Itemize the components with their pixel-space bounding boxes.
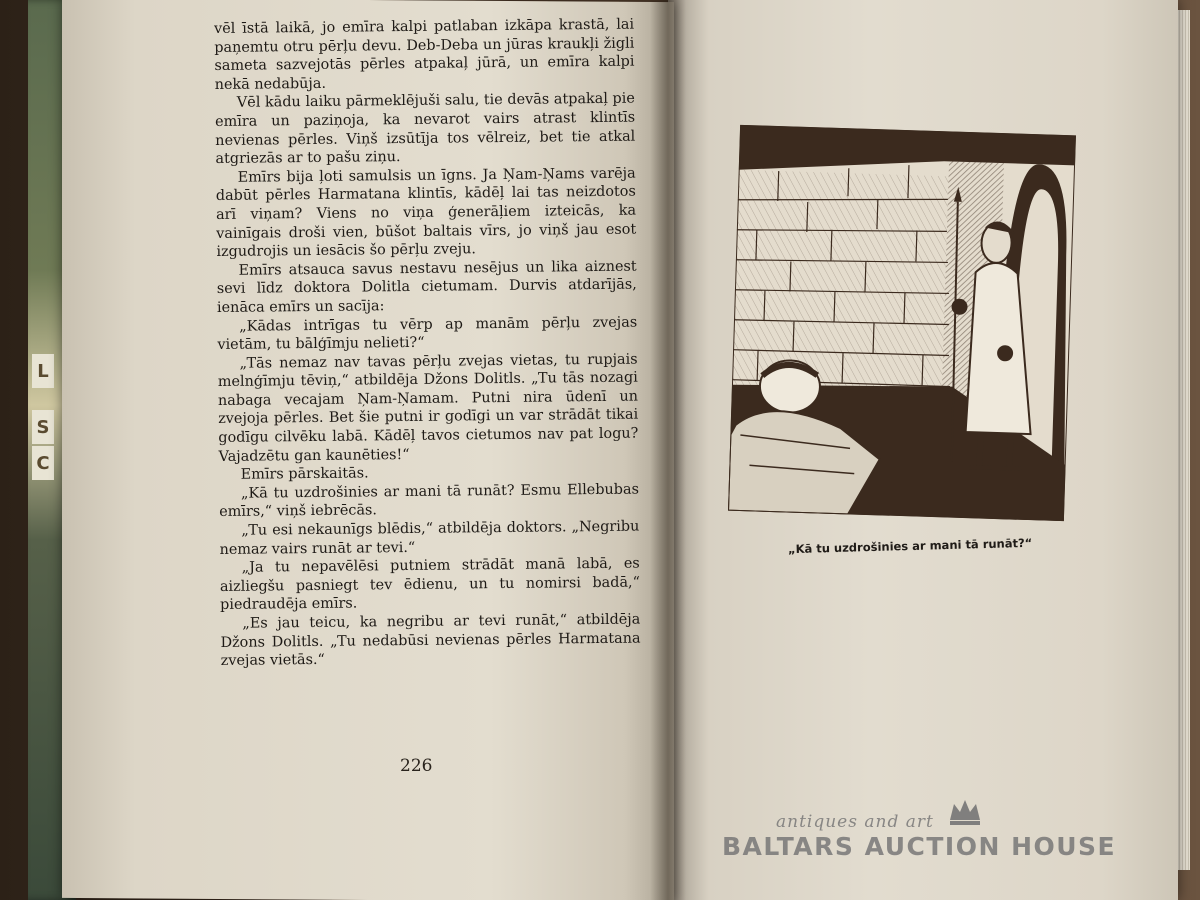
paragraph: „Es jau teicu, ka negribu ar tevi runāt,“ atbildēja Džons Dolitls. „Tu nedabūsi nevienas pērles Harmatana zvejas vietās.“ [220,611,641,670]
cover-letter-mark: S [32,410,54,444]
paragraph: „Kā tu uzdrošinies ar mani tā runāt? Esmu Ellebubas emīrs,“ viņš iebrēcās. [219,481,640,521]
paragraph: Emīrs atsauca savus nestavu nesējus un lika aiznest sevi līdz doktora Dolitla cietumam. Durvis atdarījās, ienāca emīrs un sacīja: [216,258,637,316]
illustration-caption: „Kā tu uzdrošinies ar mani tā runāt?“ [787,535,1033,557]
paragraph: Vēl kādu laiku pārmeklējuši salu, tie devās atpakaļ pie emīra un paziņoja, ka nevarot vairs atrast klintīs nevienas pērles. Viņš izsūtīja tos vēlreiz, bet tie atkal atgriezās ar to pašu ziņu. [214,90,636,168]
prison-cell-illustration [728,125,1076,521]
paragraph: „Kādas intrīgas tu vērp ap manām pērļu zvejas vietām, tu bālģīmju nelieti?“ [217,314,638,354]
crown-icon [948,798,982,826]
watermark-tagline: antiques and art [776,812,934,832]
book-gutter [650,0,686,900]
watermark-title: BALTARS AUCTION HOUSE [722,832,1117,861]
paragraph: vēl īstā laikā, jo emīra kalpi patlaban izkāpa krastā, lai paņemtu otru pērļu devu. Deb-Deba un jūras kraukļi žigli sameta sazvejotās pērles atpakaļ jūrā, un emīra kalpi nekā nedabūja. [214,16,635,93]
page-number: 226 [400,756,433,776]
cover-letter-mark: L [32,354,54,388]
paragraph: „Ja tu nepavēlēsi putniem strādāt manā labā, es aizliegšu pasniegt tev ēdienu, un tu nomirsi badā,“ piedraudēja emīrs. [219,555,640,614]
paragraph: Emīrs pārskaitās. [240,465,369,483]
watermark [722,812,1122,872]
paragraph: „Tu esi nekaunīgs blēdis,“ atbildēja doktors. „Negribu nemaz vairs runāt ar tevi.“ [219,518,640,558]
cover-letter-mark: C [32,446,54,480]
left-page-text [214,16,641,671]
paragraph: „Tās nemaz nav tavas pērļu zvejas vietas, tu rupjais melnģīmju tēviņ,“ atbildēja Džons Dolitls. „Tu tās nozagi nabaga vecajam Ņam-Ņamam. Putni nira ūdenī un zvejoja pērles. Bet šie putni ir godīgi un var strādāt tikai godīgu cilvēku labā. Kādēļ tavos cietumos nav pat logu? Vajadzētu gan kaunēties!“ [217,351,639,465]
paragraph: Emīrs bija ļoti samulsis un īgns. Ja Ņam-Ņams varēja dabūt pērles Harmatana klintīs, kādēļ lai tas neizdotos arī viņam? Viens no viņa ģenerāļiem izteicās, ka vainīgais droši vien, būšot baltais vīrs, jo viņš jau esot izgudrojis un iesācis šo pērļu zveju. [215,165,637,261]
